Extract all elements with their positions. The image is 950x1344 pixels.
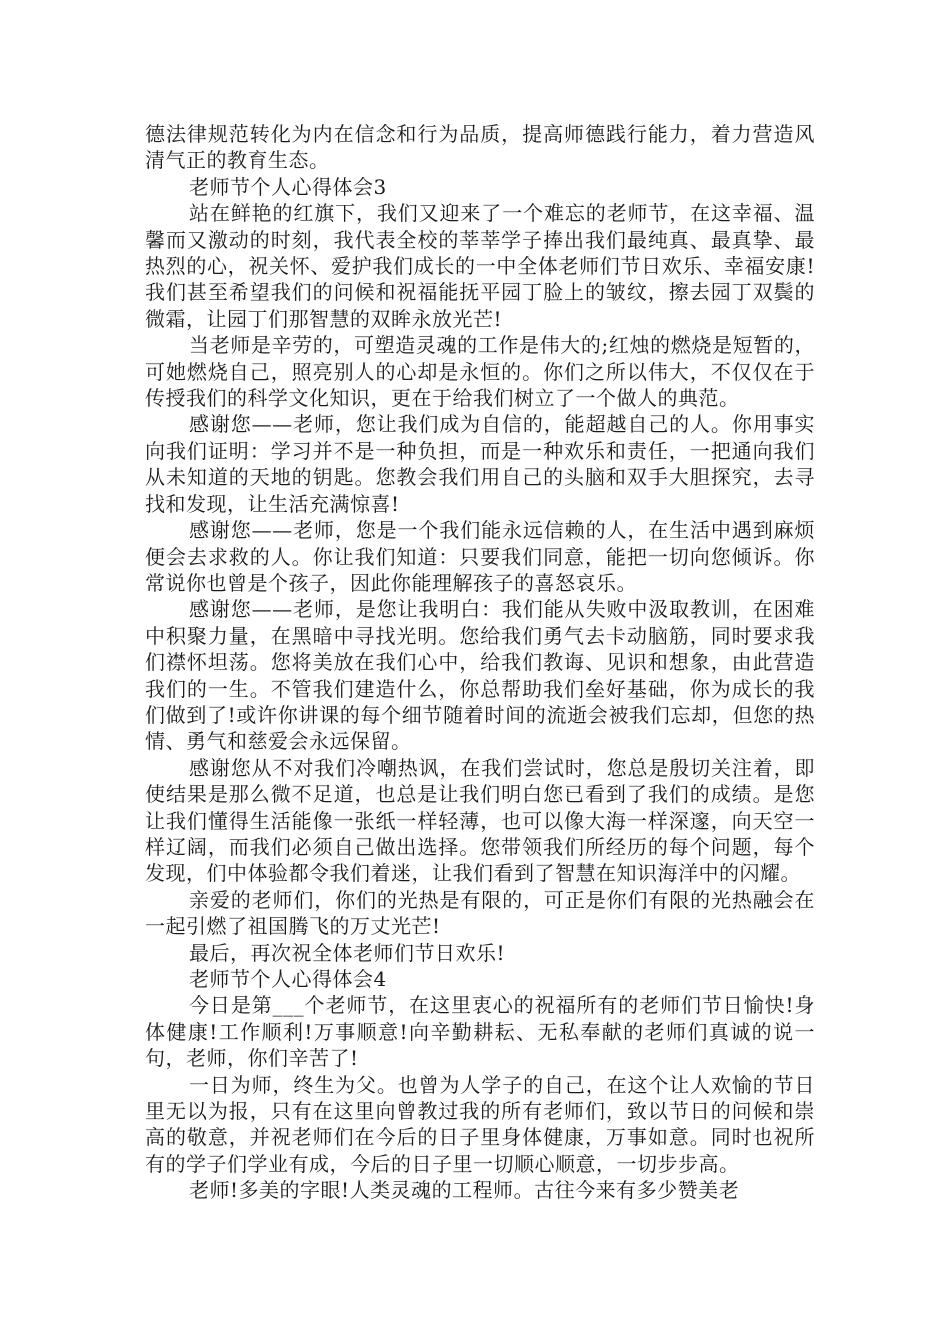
paragraph: 感谢您——老师，您是一个我们能永远信赖的人，在生活中遇到麻烦便会去求救的人。你让我们知道：只要我们同意，能把一切向您倾诉。你常说你也曾是个孩子，因此你能理解孩子的喜怒哀乐。 [145, 518, 815, 595]
paragraph: 今日是第___个老师节，在这里衷心的祝福所有的老师们节日愉快!身体健康!工作顺利!万事顺意!向辛勤耕耘、无私奉献的老师们真诚的说一句，老师，你们辛苦了! [145, 993, 815, 1071]
paragraph: 最后，再次祝全体老师们节日欢乐! [189, 940, 506, 965]
paragraph: 亲爱的老师们，你们的光热是有限的，可正是你们有限的光热融会在一起引燃了祖国腾飞的万丈光芒! [145, 887, 815, 939]
paragraph: 老师!多美的字眼!人类灵魂的工程师。古往今来有多少赞美老 [189, 1178, 740, 1203]
paragraph: 一日为师，终生为父。也曾为人学子的自己，在这个让人欢愉的节日里无以为报，只有在这里向曾教过我的所有老师们，致以节日的问候和崇高的敬意，并祝老师们在今后的日子里身体健康，万事如意。同时也祝所有的学子们学业有成，今后的日子里一切顺心顺意，一切步步高。 [145, 1072, 815, 1176]
section-heading-4: 老师节个人心得体会4 [189, 967, 387, 991]
section-heading-3: 老师节个人心得体会3 [189, 174, 387, 199]
document-body [145, 121, 815, 1204]
paragraph: 当老师是辛劳的，可塑造灵魂的工作是伟大的;红烛的燃烧是短暂的，可她燃烧自己，照亮别人的心却是永恒的。你们之所以伟大，不仅仅在于传授我们的科学文化知识，更在于给我们树立了一个做人的典范。 [145, 333, 815, 411]
paragraph-continuation: 德法律规范转化为内在信念和行为品质，提高师德践行能力，着力营造风清气正的教育生态。 [145, 122, 815, 173]
paragraph: 感谢您从不对我们冷嘲热讽，在我们尝试时，您总是殷切关注着，即使结果是那么微不足道，也总是让我们明白您已看到了我们的成绩。是您让我们懂得生活能像一张纸一样轻薄，也可以像大海一样深邃，向天空一样辽阔，而我们必须自己做出选择。您带领我们所经历的每个问题，每个发现，们中体验都令我们着迷，让我们看到了智慧在知识海洋中的闪耀。 [145, 755, 815, 886]
paragraph: 感谢您——老师，您让我们成为自信的，能超越自己的人。你用事实向我们证明：学习并不是一种负担，而是一种欢乐和责任，一把通向我们从未知道的天地的钥匙。您教会我们用自己的头脑和双手大胆探究，去寻找和发现，让生活充满惊喜! [145, 412, 815, 516]
paragraph: 感谢您——老师，是您让我明白：我们能从失败中汲取教训，在困难中积聚力量，在黑暗中寻找光明。您给我们勇气去卡动脑筋，同时要求我们襟怀坦荡。您将美放在我们心中，给我们教诲、见识和想象，由此营造我们的一生。不管我们建造什么，你总帮助我们垒好基础，你为成长的我们做到了!或许你讲课的每个细节随着时间的流逝会被我们忘却，但您的热情、勇气和慈爱会永远保留。 [145, 597, 815, 754]
paragraph: 站在鲜艳的红旗下，我们又迎来了一个难忘的老师节，在这幸福、温馨而又激动的时刻，我代表全校的莘莘学子捧出我们最纯真、最真挚、最热烈的心，祝关怀、爱护我们成长的一中全体老师们节日欢乐、幸福安康!我们甚至希望我们的问候和祝福能抚平园丁脸上的皱纹，擦去园丁双鬓的微霜，让园丁们那智慧的双眸永放光芒! [145, 201, 815, 331]
